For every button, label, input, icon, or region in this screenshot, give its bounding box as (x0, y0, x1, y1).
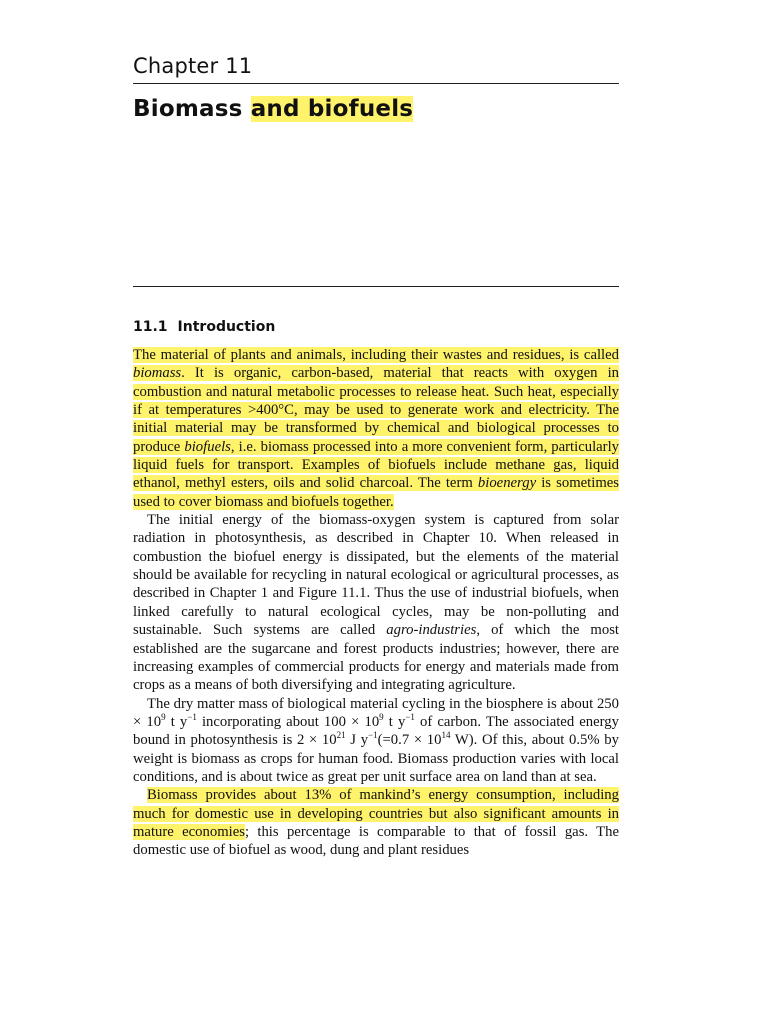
text-run: t y (383, 713, 406, 730)
text-run: of carbon. The associated energy bound in photosynthesis is 2 × 10 (133, 713, 619, 749)
chapter-label: Chapter 11 (133, 54, 253, 78)
chapter-rule-top (133, 83, 619, 84)
body-text (133, 346, 619, 860)
superscript: −1 (405, 711, 415, 722)
superscript: −1 (187, 711, 197, 722)
superscript: 21 (336, 730, 346, 741)
text-run: , i.e. biomass processed into a more convenient form, particularly liquid fuels for transport. Examples of biofuels include methane gas, liquid ethanol, methyl esters, oils and solid charcoal. The term (133, 438, 619, 492)
section-number: 11.1 (133, 319, 168, 335)
text-run: ; this percentage is comparable to that of fossil gas. The domestic use of biofuel as wood, dung and plant residues (133, 823, 620, 859)
text-run: The dry matter mass of biological material cycling in the biosphere is about 250 × 10 (133, 695, 619, 730)
text-run: The material of plants and animals, including their wastes and residues, is called (133, 347, 619, 363)
term-biofuels: biofuels (184, 438, 231, 455)
term-agro-industries: agro-industries (386, 622, 477, 639)
paragraph-1 (133, 346, 619, 511)
paragraph-3 (133, 695, 619, 787)
chapter-title-part1: Biomass (133, 96, 243, 122)
section-rule (133, 286, 619, 287)
text-run: t y (165, 713, 188, 730)
paragraph-4 (133, 786, 619, 859)
chapter-title-highlight: and biofuels (250, 96, 414, 122)
text-run: W). Of this, about 0.5% by weight is biomass as crops for human food. Biomass production varies with local conditions, and is about twice as great per unit surface area on land than at sea. (133, 732, 619, 785)
superscript: 9 (161, 711, 166, 722)
term-biomass: biomass (133, 365, 182, 382)
section-title: Introduction (177, 319, 276, 335)
superscript: 9 (379, 711, 384, 722)
text-run: , of which the most established are the sugarcane and forest products industries; however, there are increasing examples of commercial products for energy and materials made from crops as a means of both diversifying and integrating agriculture. (133, 622, 619, 694)
text-run: . It is organic, carbon-based, material that reacts with oxygen in combustion and natural metabolic processes to release heat. Such heat, especially if at temperatures >400°C, may be used to generate work and electricity. The initial material may be transformed by chemical and biological processes to produce (133, 365, 619, 455)
superscript: 14 (441, 730, 451, 741)
text-run: incorporating about 100 × 10 (196, 713, 380, 730)
text-run: The initial energy of the biomass-oxygen system is captured from solar radiation in photosynthesis, as described in Chapter 10. When released in combustion the biofuel energy is dissipated, but the elements of the material should be available for recycling in natural ecological or agricultural processes, as described in Chapter 1 and Figure 11.1. Thus the use of industrial biofuels, when linked carefully to natural ecological cycles, may be non-polluting and sustainable. Such systems are called (133, 512, 619, 639)
superscript: −1 (368, 730, 378, 741)
paragraph-4-highlight: Biomass provides about 13% of mankind’s energy consumption, including much for domestic use in developing countries but also significant amounts in mature economies (133, 787, 619, 840)
text-run: (=0.7 × 10 (377, 732, 442, 749)
term-bioenergy: bioenergy (477, 475, 537, 492)
section-heading (133, 319, 275, 335)
chapter-title (133, 96, 413, 122)
text-run: is sometimes used to cover biomass and biofuels together. (133, 475, 619, 510)
paragraph-1-highlight (133, 347, 619, 510)
paragraph-2 (133, 511, 619, 694)
text-run: J y (345, 732, 369, 749)
